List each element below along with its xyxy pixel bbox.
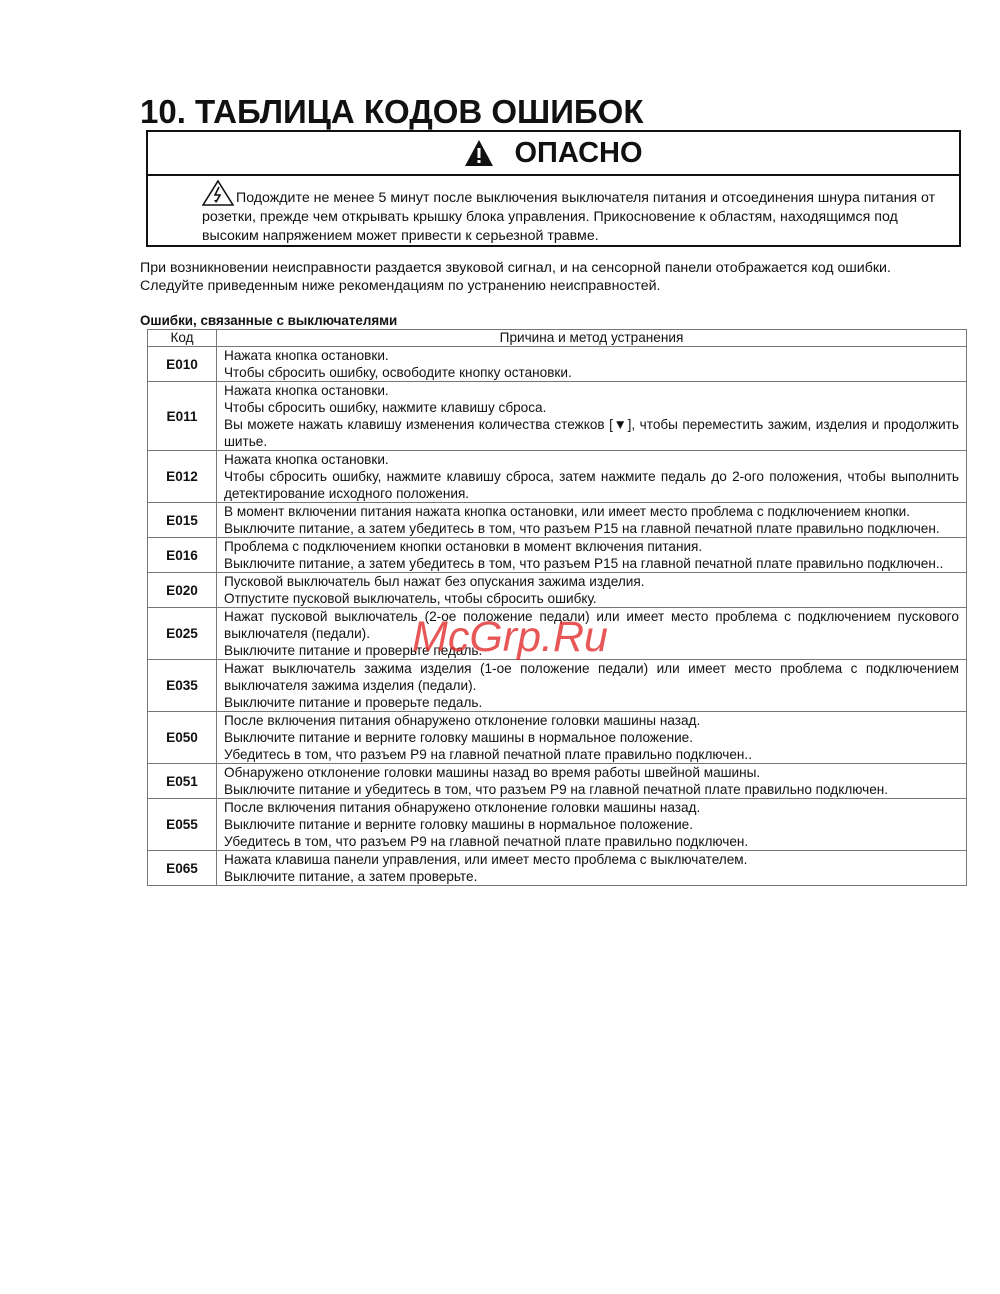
description-line: Нажата клавиша панели управления, или имеет место проблема с выключателем.	[224, 852, 748, 867]
error-code: E035	[148, 660, 217, 712]
table-row	[148, 503, 967, 538]
danger-text: Подождите не менее 5 минут после выключения выключателя питания и отсоединения шнура питания от розетки, прежде чем открывать крышку блока управления. Прикосновение к областям, находящимся под высоким напряжением может привести к серьезной травме.	[202, 190, 936, 244]
description-line: Нажата кнопка остановки.	[224, 348, 389, 363]
table-row	[148, 660, 967, 712]
danger-text-block	[202, 180, 954, 246]
table-row	[148, 799, 967, 851]
error-code: E055	[148, 799, 217, 851]
description-line: Выключите питание и проверьте педаль.	[224, 643, 483, 658]
table-row	[148, 382, 967, 451]
description-line: Нажата кнопка остановки.	[224, 383, 389, 398]
header-cause-remedy: Причина и метод устранения	[217, 330, 967, 347]
error-description	[217, 538, 967, 573]
description-line: После включения питания обнаружено отклонение головки машины назад.	[224, 800, 701, 815]
description-line: Отпустите пусковой выключатель, чтобы сбросить ошибку.	[224, 591, 597, 606]
error-code: E012	[148, 451, 217, 503]
error-code: E011	[148, 382, 217, 451]
danger-heading-bar	[148, 132, 959, 176]
watermark: McGrp.Ru	[412, 613, 608, 661]
error-description	[217, 608, 967, 660]
description-line: Вы можете нажать клавишу изменения количества стежков [▼], чтобы переместить зажим, изделия и продолжить шитье.	[224, 417, 959, 449]
error-code: E050	[148, 712, 217, 764]
table-row	[148, 573, 967, 608]
warning-triangle-icon	[464, 139, 494, 167]
error-description	[217, 451, 967, 503]
error-code: E010	[148, 347, 217, 382]
table-row	[148, 712, 967, 764]
table-header-row	[148, 330, 967, 347]
error-code-table	[147, 329, 967, 886]
description-line: Убедитесь в том, что разъем P9 на главной печатной плате правильно подключен.	[224, 834, 749, 849]
description-line: Нажата кнопка остановки.	[224, 452, 389, 467]
description-line: Нажат пусковой выключатель (2-ое положение педали) или имеет место проблема с подключением пускового выключателя (педали).	[224, 609, 959, 641]
high-voltage-icon	[202, 180, 234, 206]
description-line: Нажат выключатель зажима изделия (1-ое положение педали) или имеет место проблема с подключением выключателя зажима изделия (педали).	[224, 661, 959, 693]
error-description	[217, 712, 967, 764]
description-line: Выключите питание, а затем проверьте.	[224, 869, 478, 884]
description-line: Чтобы сбросить ошибку, освободите кнопку остановки.	[224, 365, 572, 380]
description-line: Выключите питание, а затем убедитесь в том, что разъем P15 на главной печатной плате правильно подключен..	[224, 556, 944, 571]
description-line: Чтобы сбросить ошибку, нажмите клавишу сброса.	[224, 400, 547, 415]
description-line: Выключите питание и верните головку машины в нормальное положение.	[224, 730, 694, 745]
description-line: Убедитесь в том, что разъем P9 на главной печатной плате правильно подключен..	[224, 747, 752, 762]
description-line: Проблема с подключением кнопки остановки в момент включения питания.	[224, 539, 703, 554]
description-line: В момент включении питания нажата кнопка остановки, или имеет место проблема с подключением кнопки.	[224, 504, 911, 519]
header-code: Код	[148, 330, 217, 347]
section-title: Ошибки, связанные с выключателями	[140, 313, 398, 328]
description-line: После включения питания обнаружено отклонение головки машины назад.	[224, 713, 701, 728]
error-description	[217, 382, 967, 451]
intro-text: При возникновении неисправности раздается звуковой сигнал, и на сенсорной панели отображается код ошибки. Следуйте приведенным ниже рекомендациям по устранению неисправностей.	[140, 260, 891, 294]
table-row	[148, 764, 967, 799]
table-row	[148, 451, 967, 503]
description-line: Выключите питание, а затем убедитесь в том, что разъем P15 на главной печатной плате правильно подключен.	[224, 521, 940, 536]
error-code: E020	[148, 573, 217, 608]
table-row	[148, 347, 967, 382]
error-rows	[148, 347, 967, 886]
error-description	[217, 764, 967, 799]
description-line: Выключите питание и верните головку машины в нормальное положение.	[224, 817, 694, 832]
error-code: E025	[148, 608, 217, 660]
description-line: Выключите питание и проверьте педаль.	[224, 695, 483, 710]
error-description	[217, 347, 967, 382]
error-code: E065	[148, 851, 217, 886]
table-row	[148, 608, 967, 660]
error-code: E015	[148, 503, 217, 538]
description-line: Пусковой выключатель был нажат без опускания зажима изделия.	[224, 574, 645, 589]
table-row	[148, 851, 967, 886]
error-code: E051	[148, 764, 217, 799]
danger-box	[146, 130, 961, 247]
table-row	[148, 538, 967, 573]
error-description	[217, 573, 967, 608]
error-description	[217, 799, 967, 851]
error-description	[217, 660, 967, 712]
description-line: Обнаружено отклонение головки машины назад во время работы швейной машины.	[224, 765, 761, 780]
page-title: 10. ТАБЛИЦА КОДОВ ОШИБОК	[140, 93, 644, 130]
danger-heading: ОПАСНО	[514, 137, 643, 169]
error-description	[217, 851, 967, 886]
description-line: Чтобы сбросить ошибку, нажмите клавишу сброса, затем нажмите педаль до 2-ого положения, чтобы выполнить детектирование исходного положения.	[224, 469, 959, 501]
error-description	[217, 503, 967, 538]
description-line: Выключите питание и убедитесь в том, что разъем P9 на главной печатной плате правильно подключен.	[224, 782, 889, 797]
error-code: E016	[148, 538, 217, 573]
